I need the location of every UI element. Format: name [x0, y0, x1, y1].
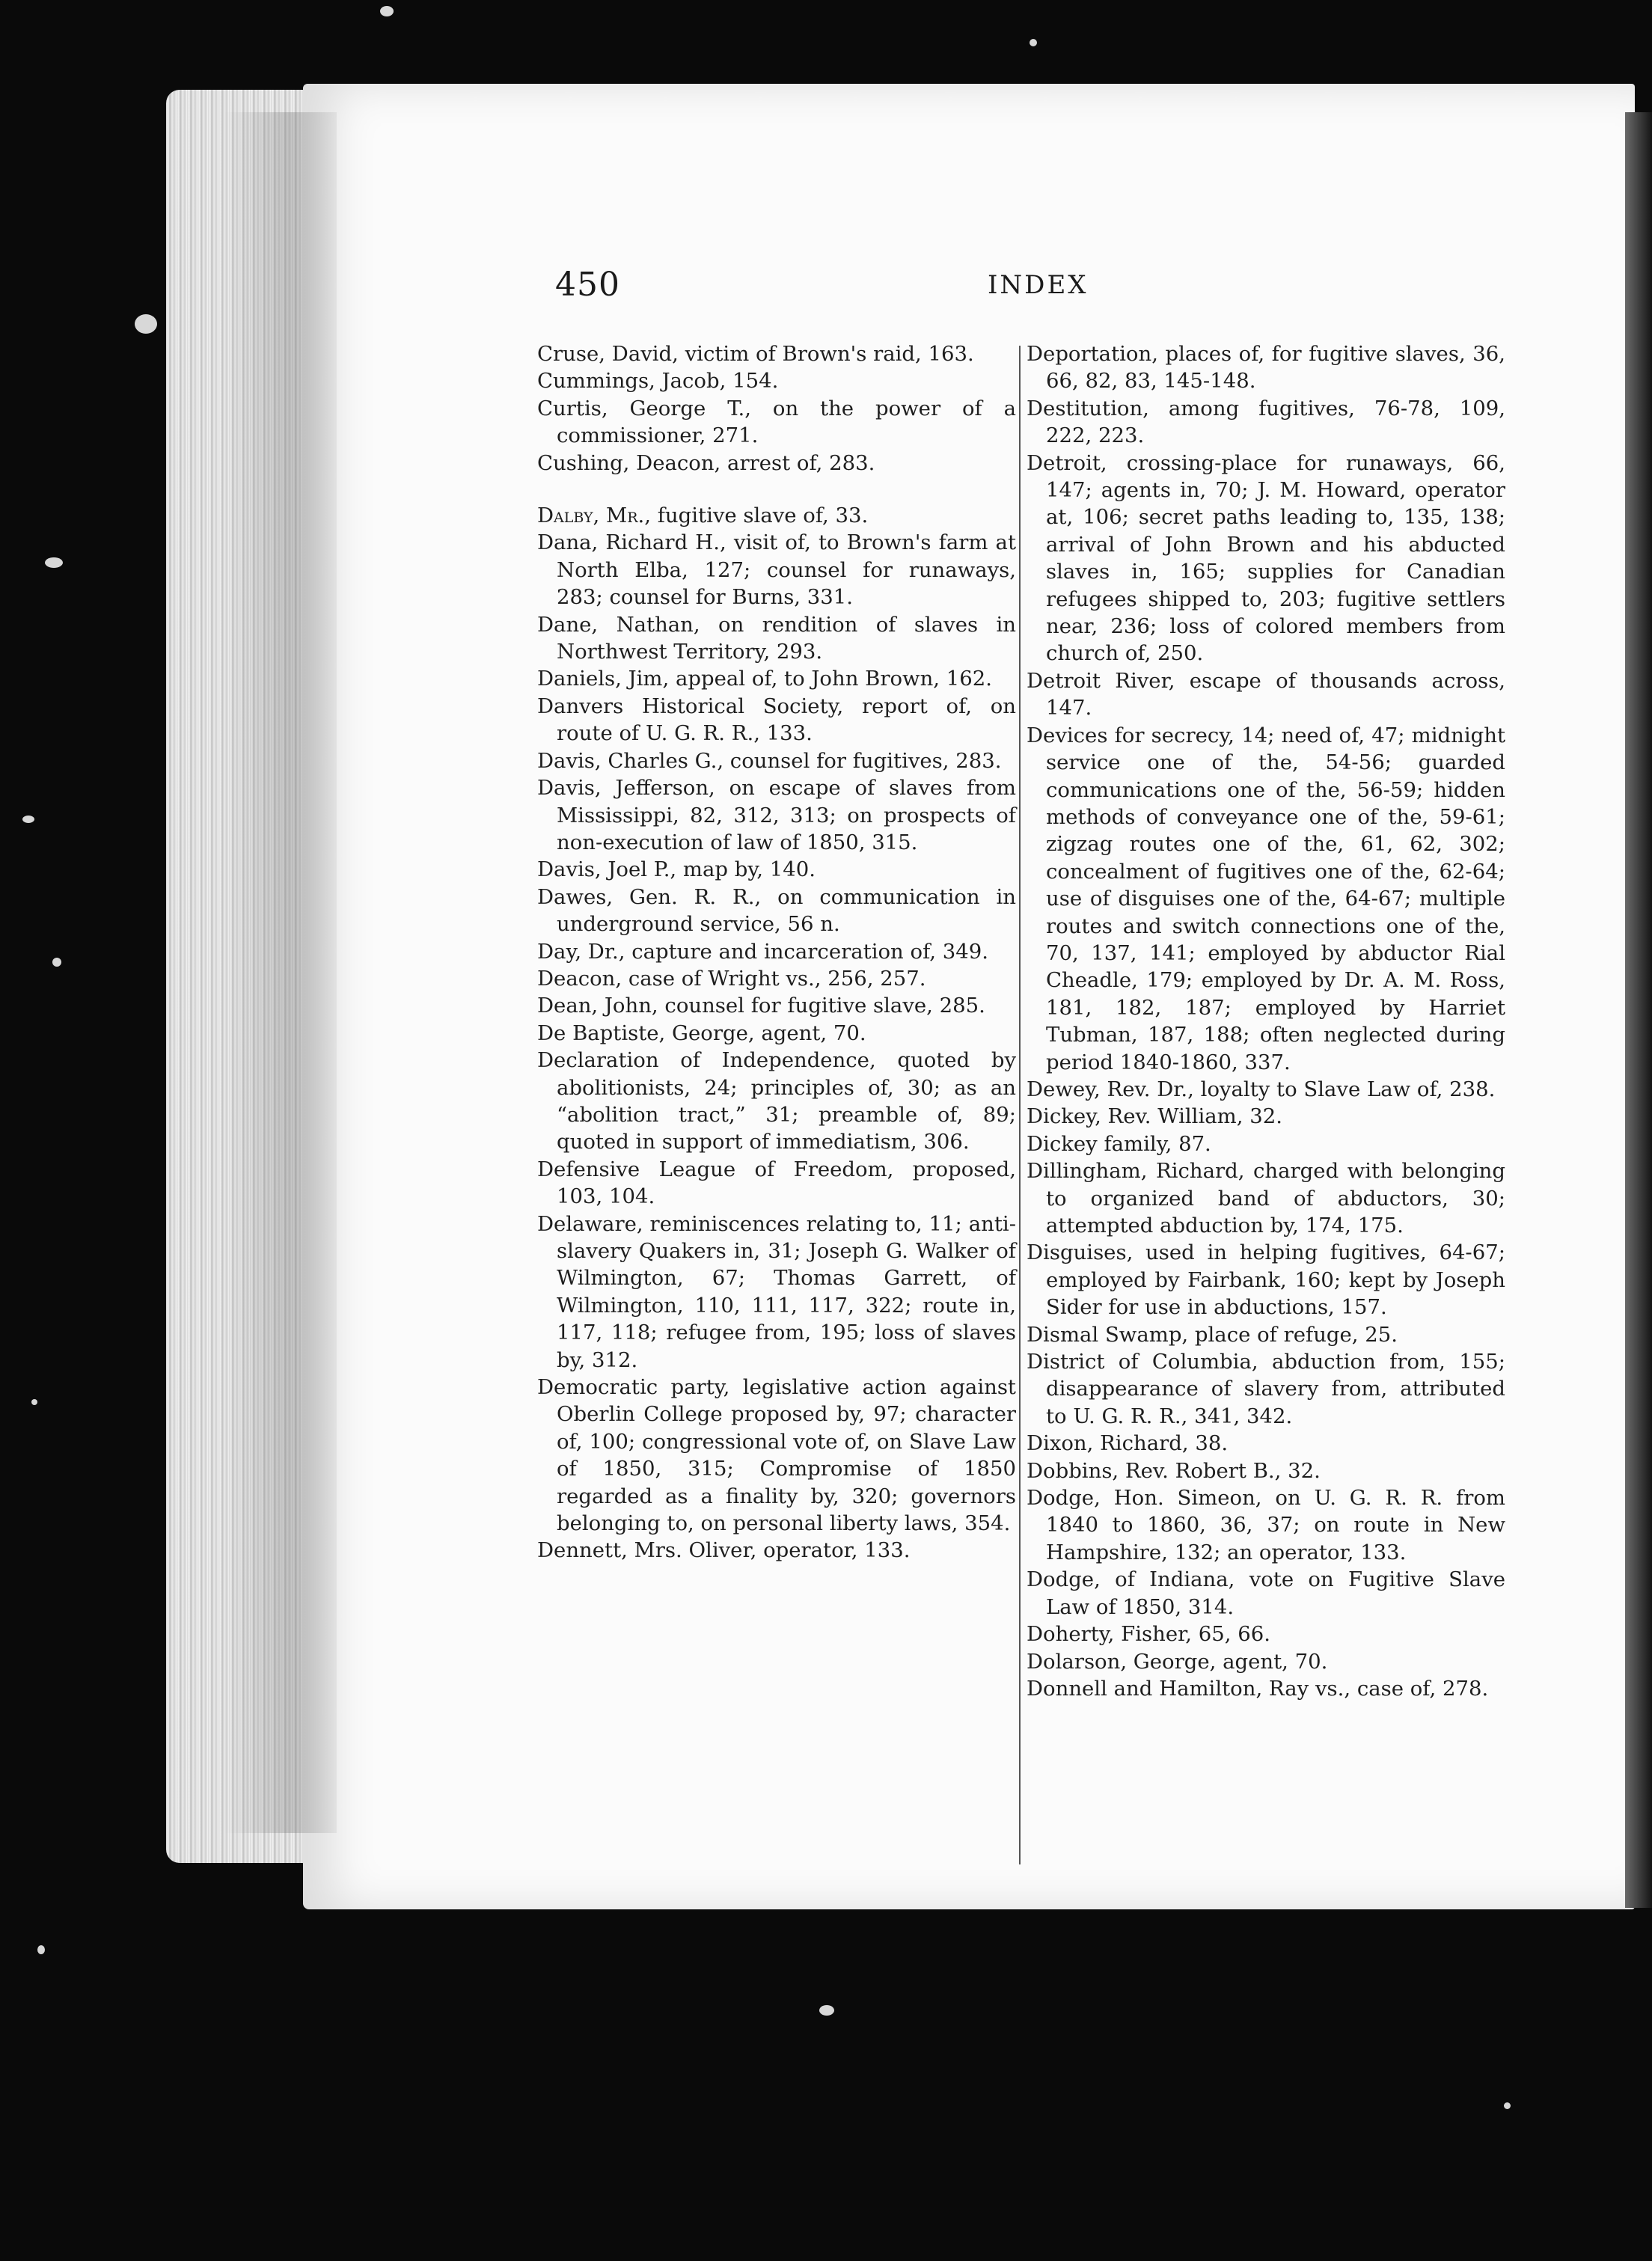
index-entry-heading: Dismal Swamp, [1027, 1322, 1189, 1347]
index-entry [537, 693, 1016, 747]
index-entry [537, 450, 1016, 477]
index-entry-references: place of refuge, 25. [1188, 1322, 1398, 1347]
column-divider [1019, 346, 1021, 1864]
index-entry-references: vote on Fugitive Slave Law of 1850, 314. [1046, 1567, 1506, 1619]
index-entry-references: escape of thousands across, 147. [1046, 668, 1505, 720]
scan-speck [31, 1399, 37, 1405]
scan-speck [380, 6, 394, 16]
index-entry-references: case of, 278. [1350, 1676, 1489, 1701]
index-entry-references: loyalty to Slave Law of, 238. [1193, 1077, 1496, 1101]
index-entry-heading: Dennett, Mrs. Oliver, [537, 1538, 757, 1563]
scan-speck [52, 958, 61, 967]
index-entry-heading: Davis, Charles G., [537, 748, 724, 773]
gutter-shadow [224, 112, 337, 1833]
index-entry-references: map by, 140. [676, 857, 816, 882]
index-entry-heading: Dixon, Richard, [1027, 1431, 1189, 1456]
index-entry-references: 38. [1188, 1431, 1229, 1456]
index-entry [537, 529, 1016, 611]
index-entry-heading: Dodge, Hon. Simeon, [1027, 1486, 1262, 1511]
index-entry-heading: Dobbins, Rev. Robert B., [1027, 1458, 1282, 1483]
index-entry [1027, 1566, 1505, 1621]
index-entry-heading: Davis, Joel P., [537, 857, 677, 882]
scan-speck [135, 314, 157, 334]
index-entry [1027, 722, 1505, 1076]
index-entry [537, 1537, 1016, 1564]
index-entry [1027, 1076, 1505, 1103]
index-entry [537, 884, 1016, 938]
index-entry-references: among fugitives, 76-78, 109, 222, 223. [1046, 396, 1505, 448]
index-entry-heading: Curtis, George T., [537, 396, 751, 420]
index-entry [537, 747, 1016, 774]
index-entry-references: capture and incarceration of, 349. [625, 939, 988, 964]
page-right-edge [1625, 112, 1652, 1908]
index-entry [537, 1374, 1016, 1537]
index-entry-heading: Dewey, Rev. Dr., [1027, 1077, 1194, 1101]
index-entry-references: arrest of, 283. [721, 450, 875, 475]
index-entry-references: 154. [726, 369, 779, 394]
index-entry-references: operator, 133. [756, 1538, 911, 1563]
index-entry-references: on escape of slaves from Mississippi, 82, 312, 313; on prospects of non-execution of law of 1850, 315. [557, 776, 1016, 854]
index-entry [1027, 1239, 1505, 1321]
scan-speck [45, 557, 63, 568]
index-entry [1027, 1321, 1505, 1348]
index-entry-references: counsel for fugitives, 283. [723, 748, 1002, 773]
index-entry-references: 65, 66. [1192, 1622, 1270, 1647]
index-entry [1027, 1348, 1505, 1430]
index-entry-references: places of, for fugitive slaves, 36, 66, 82, 83, 145-148. [1046, 342, 1505, 394]
index-entry [1027, 1457, 1505, 1484]
index-entry [537, 611, 1016, 666]
index-entry [537, 1047, 1016, 1156]
index-entry-heading: Dane, Nathan, [537, 612, 700, 637]
index-entry-heading: Democratic party, [537, 1375, 730, 1400]
index-entry-references: on the power of a commissioner, 271. [557, 396, 1017, 448]
index-entry-references: crossing-place for runaways, 66, 147; agents in, 70; J. M. Howard, operator at, 106; secret paths leading to, 135, 138; arrival of John Brown and his abducted slaves in, 165; supplies for Canadian refugees shipped to, 203; fugitive settlers near, 236; loss of colored members from church of, 250. [1046, 450, 1505, 666]
index-entry-references: 14; need of, 47; midnight service one of the, 54-56; guarded communications one of the, 56-59; hidden methods of conveyance one of the, 59-61; zigzag routes one of the, 61, 62, 302; concealment of fugitives one of the, 62-64; use of disguises one of the, 64-67; multiple routes and switch connections one of the, 70, 137, 141; employed by abductor Rial Cheadle, 179; employed by Dr. A. M. Ross, 181, 182, 187; employed by Harriet Tubman, 187, 188; often neglected during period 1840-1860, 337. [1046, 723, 1505, 1074]
index-entry [1027, 1157, 1505, 1239]
index-entry-heading: Cushing, Deacon, [537, 450, 721, 475]
index-entry [1027, 1484, 1505, 1566]
scan-speck [1504, 2102, 1511, 2109]
index-entry [1027, 1130, 1505, 1157]
index-entry-heading: Dillingham, Richard, [1027, 1159, 1245, 1184]
index-entry [1027, 1621, 1505, 1647]
index-entry-references: abduction from, 155; disappearance of slavery from, attributed to U. G. R. R., 341, 342. [1046, 1350, 1505, 1428]
index-entry [1027, 1648, 1505, 1675]
index-entry-references: visit of, to Brown's farm at North Elba, 127; counsel for runaways, 283; counsel for Burns, 331. [557, 530, 1017, 610]
index-entry [537, 1020, 1016, 1047]
index-entry [537, 774, 1016, 856]
index-entry-heading: District of Columbia, [1027, 1350, 1258, 1374]
index-entry-heading: Dickey family, [1027, 1131, 1172, 1156]
index-entry [537, 665, 1016, 692]
index-entry-references: case of Wright vs., 256, 257. [622, 966, 926, 991]
index-entry-heading: De Baptiste, George, [537, 1021, 755, 1045]
index-entry-references: counsel for fugitive slave, 285. [658, 994, 985, 1018]
index-entry-heading: Dolarson, George, [1027, 1649, 1217, 1674]
scan-speck [22, 816, 34, 823]
index-entry-references: 32. [1281, 1458, 1321, 1483]
letter-section-gap [537, 477, 1016, 502]
index-entry [1027, 450, 1505, 667]
index-entry [537, 395, 1016, 450]
index-entry-references: reminiscences relating to, 11; anti-slavery Quakers in, 31; Joseph G. Walker of Wilmington, 67; Thomas Garrett, of Wilmington, 110, 111, 117, 322; route in, 117, 118; refugee from, 195; loss of slaves by, 312. [557, 1211, 1016, 1372]
index-entry [537, 965, 1016, 992]
index-entry-heading: Doherty, Fisher, [1027, 1622, 1192, 1647]
index-entry [1027, 1675, 1505, 1702]
index-entry-heading: Destitution, [1027, 396, 1149, 420]
index-entry [1027, 667, 1505, 722]
index-entry [1027, 1430, 1505, 1457]
scan-speck [819, 2005, 834, 2016]
page-header [555, 266, 1094, 303]
index-column-right [1027, 340, 1505, 1702]
index-entry [537, 367, 1016, 394]
index-entry-references: fugitive slave of, 33. [651, 504, 869, 528]
index-entry-references: on U. G. R. R. from 1840 to 1860, 36, 37; on route in New Hampshire, 132; an operator, 133. [1046, 1486, 1505, 1564]
scan-speck [37, 1945, 45, 1954]
index-entry [537, 856, 1016, 883]
index-entry-references: charged with belonging to organized band of abductors, 30; attempted abduction by, 174, 175. [1046, 1159, 1505, 1237]
index-column-left [537, 340, 1016, 1564]
index-entry-heading: Declaration of Independence, [537, 1048, 876, 1073]
index-entry-heading: Disguises, [1027, 1240, 1134, 1265]
running-head: INDEX [988, 270, 1089, 300]
index-entry-heading: Daniels, Jim, [537, 667, 670, 691]
index-entry-heading: Dickey, Rev. William, [1027, 1104, 1243, 1129]
index-entry [537, 1156, 1016, 1211]
index-entry [537, 1211, 1016, 1374]
index-entry-references: 32. [1243, 1104, 1282, 1129]
index-entry-heading: Deportation, [1027, 342, 1158, 366]
index-entry-references: agent, 70. [754, 1021, 866, 1045]
index-entry-references: agent, 70. [1216, 1649, 1328, 1674]
index-entry-heading: Dana, Richard H., [537, 530, 726, 555]
index-entry [537, 992, 1016, 1019]
index-entry [1027, 1103, 1505, 1130]
index-entry-references: 87. [1172, 1131, 1211, 1156]
index-entry-heading: Devices for secrecy, [1027, 723, 1235, 747]
index-entry-references: victim of Brown's raid, 163. [678, 342, 974, 366]
index-entry [1027, 395, 1505, 450]
index-entry-heading: Detroit, [1027, 450, 1107, 475]
index-entry-heading: Detroit River, [1027, 668, 1175, 693]
index-entry-heading: Day, Dr., [537, 939, 625, 964]
index-entry-references: on rendition of slaves in Northwest Territory, 293. [557, 612, 1016, 664]
index-entry-references: appeal of, to John Brown, 162. [669, 667, 993, 691]
index-entry [537, 938, 1016, 965]
index-entry-references: quoted by abolitionists, 24; principles of, 30; as an “abolition tract,” 31; preamble of, 89; quoted in support of immediatism, 306. [557, 1048, 1016, 1154]
index-entry-heading: Danvers Historical Society, [537, 694, 844, 718]
index-entry-references: proposed, 103, 104. [557, 1157, 1016, 1209]
index-entry-heading: Dalby, Mr., [537, 504, 651, 528]
index-entry-heading: Cruse, David, [537, 342, 679, 366]
index-entry-references: used in helping fugitives, 64-67; employed by Fairbank, 160; kept by Joseph Sider for use in abductions, 157. [1046, 1240, 1505, 1320]
index-entry-heading: Donnell and Hamilton, Ray vs., [1027, 1676, 1351, 1701]
index-entry-references: report of, on route of U. G. R. R., 133. [557, 694, 1017, 746]
index-entry-heading: Dodge, of Indiana, [1027, 1567, 1235, 1592]
index-entry [1027, 340, 1505, 395]
index-entry-references: on communication in underground service, 56 n. [557, 884, 1016, 937]
index-entry-heading: Cummings, Jacob, [537, 369, 726, 394]
index-entry-heading: Defensive League of Freedom, [537, 1157, 894, 1181]
index-entry [537, 340, 1016, 367]
scan-speck [1030, 39, 1037, 46]
index-entry-heading: Dean, John, [537, 994, 658, 1018]
index-entry-heading: Delaware, [537, 1211, 643, 1236]
index-entry-heading: Davis, Jefferson, [537, 776, 715, 801]
index-entry-heading: Dawes, Gen. R. R., [537, 884, 762, 909]
page-number: 450 [555, 266, 620, 304]
index-entry-references: legislative action against Oberlin College proposed by, 97; character of, 100; congressional vote of, on Slave Law of 1850, 315; Compromise of 1850 regarded as a finality by, 320; governors belonging to, on personal liberty laws, 354. [557, 1375, 1016, 1536]
index-entry [537, 502, 1016, 529]
index-entry-heading: Deacon, [537, 966, 622, 991]
